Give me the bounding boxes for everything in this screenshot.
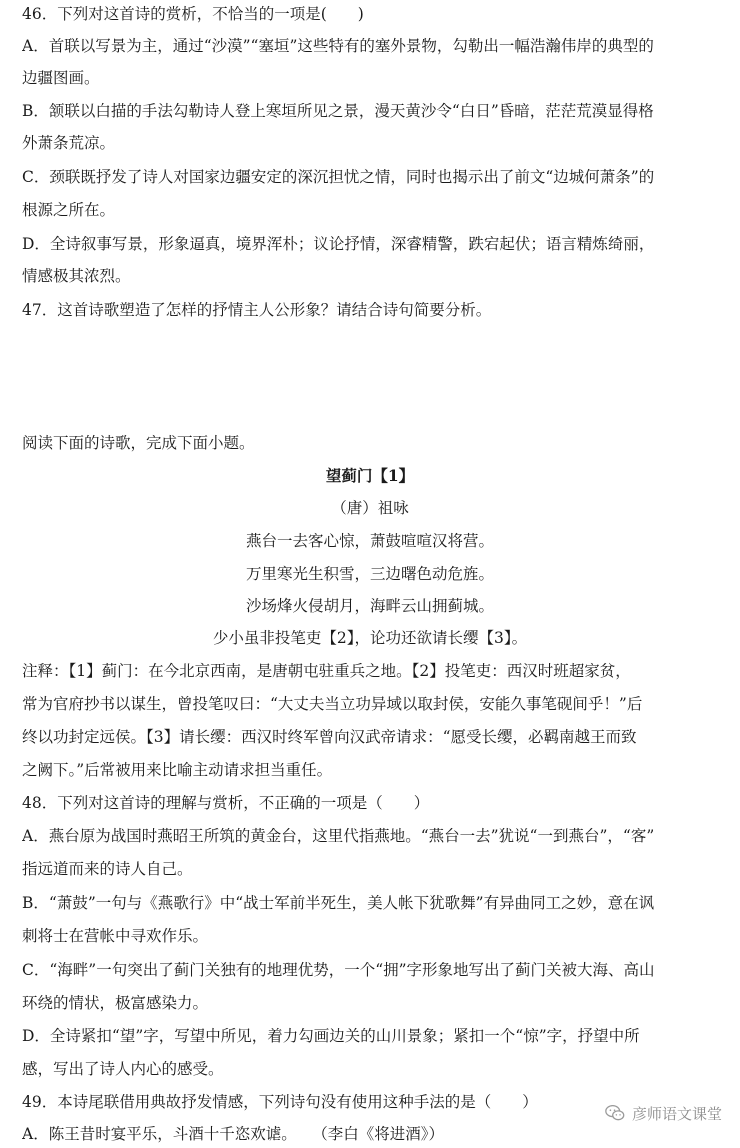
notes-line-4: 之阙下。”后常被用来比喻主动请求担当重任。 xyxy=(22,761,333,779)
watermark-text: 彦师语文课堂 xyxy=(631,1104,722,1123)
q46-option-c-cont: 根源之所在。 xyxy=(22,201,116,219)
q49-option-a: A．陈王昔时宴平乐，斗酒十千恣欢谑。 （李白《将进酒》） xyxy=(22,1125,444,1143)
q46-option-b-cont: 外萧条荒凉。 xyxy=(22,134,116,152)
watermark xyxy=(604,1098,722,1128)
q46-option-d-cont: 情感极其浓烈。 xyxy=(22,267,131,285)
q49-stem: 49．本诗尾联借用典故抒发情感，下列诗句没有使用这种手法的是（ ） xyxy=(22,1093,538,1111)
poem-line-3: 沙场烽火侵胡月，海畔云山拥蓟城。 xyxy=(245,597,494,615)
wechat-icon xyxy=(604,1102,626,1124)
q46-option-d: D．全诗叙事写景，形象逼真，境界浑朴；议论抒情，深睿精警，跌宕起伏；语言精炼绮丽， xyxy=(22,235,655,253)
poem-title: 望蓟门【1】 xyxy=(325,466,415,485)
q46-option-c: C．颈联既抒发了诗人对国家边疆安定的深沉担忧之情，同时也揭示出了前文“边城何萧条”的 xyxy=(22,168,655,186)
poem-author: （唐）祖咏 xyxy=(331,499,409,517)
q48-option-a: A．燕台原为战国时燕昭王所筑的黄金台，这里代指燕地。“燕台一去”犹说“一到燕台”，“客” xyxy=(22,827,655,845)
poem-line-4: 少小虽非投笔吏【2】，论功还欲请长缨【3】。 xyxy=(212,629,528,647)
q48-option-c-cont: 环绕的情状，极富感染力。 xyxy=(22,994,209,1012)
q48-option-d: D．全诗紧扣“望”字，写望中所见，着力勾画边关的山川景象；紧扣一个“惊”字，抒望中所 xyxy=(22,1027,640,1045)
q46-stem: 46．下列对这首诗的赏析，不恰当的一项是( ) xyxy=(22,5,364,23)
q48-option-a-cont: 指远道而来的诗人自己。 xyxy=(22,860,193,878)
poem-line-1: 燕台一去客心惊，萧鼓喧喧汉将营。 xyxy=(245,532,494,550)
q48-option-d-cont: 感，写出了诗人内心的感受。 xyxy=(22,1060,224,1078)
q48-option-b-cont: 刺将士在营帐中寻欢作乐。 xyxy=(22,927,209,945)
notes-line-1: 注释：【1】蓟门：在今北京西南，是唐朝屯驻重兵之地。【2】投笔吏：西汉时班超家贫， xyxy=(22,662,631,680)
q46-option-b: B．颔联以白描的手法勾勒诗人登上寒垣所见之景，漫天黄沙令“白日”昏暗，茫茫荒漠显得格 xyxy=(22,102,654,120)
q46-option-a-cont: 边疆图画。 xyxy=(22,69,100,87)
reading-instruction: 阅读下面的诗歌，完成下面小题。 xyxy=(22,434,255,452)
q46-option-a: A．首联以写景为主，通过“沙漠”“塞垣”这些特有的塞外景物，勾勒出一幅浩瀚伟岸的典型的 xyxy=(22,37,654,55)
notes-line-2: 常为官府抄书以谋生，曾投笔叹曰：“大丈夫当立功异域以取封侯，安能久事笔砚间乎！”后 xyxy=(22,695,643,713)
q48-stem: 48．下列对这首诗的理解与赏析，不正确的一项是（ ） xyxy=(22,794,430,812)
q48-option-b: B．“萧鼓”一句与《燕歌行》中“战士军前半死生，美人帐下犹歌舞”有异曲同工之妙，意在讽 xyxy=(22,894,655,912)
poem-line-2: 万里寒光生积雪，三边曙色动危旌。 xyxy=(245,565,494,583)
q47-stem: 47．这首诗歌塑造了怎样的抒情主人公形象？请结合诗句简要分析。 xyxy=(22,301,492,319)
q48-option-c: C．“海畔”一句突出了蓟门关独有的地理优势，一个“拥”字形象地写出了蓟门关被大海、高山 xyxy=(22,961,655,979)
notes-line-3: 终以功封定远侯。【3】请长缨：西汉时终军曾向汉武帝请求：“愿受长缨，必羁南越王而致 xyxy=(22,728,637,746)
